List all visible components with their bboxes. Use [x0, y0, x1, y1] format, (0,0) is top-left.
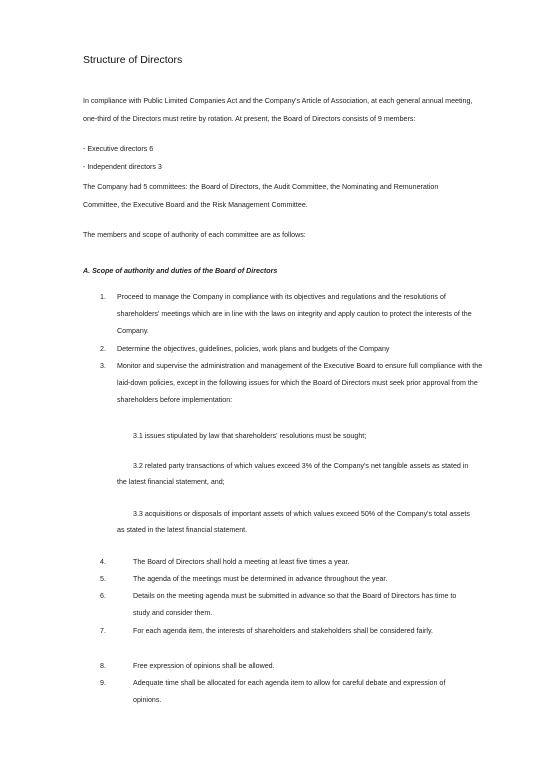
- item-text: For each agenda item, the interests of shareholders and stakeholders shall be considered fairly.: [133, 627, 433, 635]
- executive-directors-line: - Executive directors 6: [83, 145, 154, 153]
- item-number: 6.: [100, 592, 106, 600]
- item-number: 8.: [100, 662, 106, 670]
- sub-item: 3.2 related party transactions of which values exceed 3% of the Company's net tangible assets as stated in the latest financial statement, and;: [117, 462, 469, 486]
- intro-paragraph: In compliance with Public Limited Companies Act and the Company's Article of Association, at each general annual meeting, one-third of the Directors must retire by rotation. At present, the Board of Directors consists of 9 members:: [83, 97, 473, 123]
- item-text: Adequate time shall be allocated for each agenda item to allow for careful debate and expression of opinions.: [133, 679, 446, 704]
- section-heading-a: A. Scope of authority and duties of the Board of Directors: [83, 267, 278, 275]
- sub-item: 3.1 issues stipulated by law that shareholders' resolutions must be sought;: [133, 432, 367, 440]
- item-number: 7.: [100, 627, 106, 635]
- item-text: Free expression of opinions shall be allowed.: [133, 662, 275, 670]
- sub-item: 3.3 acquisitions or disposals of important assets of which values exceed 50% of the Company's total assets as stated in the latest financial statement.: [117, 510, 470, 534]
- committees-paragraph: The Company had 5 committees: the Board of Directors, the Audit Committee, the Nominating and Remuneration Committee, the Executive Board and the Risk Management Committee.: [83, 183, 439, 209]
- item-text: Details on the meeting agenda must be submitted in advance so that the Board of Directors has time to study and consider them.: [133, 592, 457, 617]
- independent-directors-line: - Independent directors 3: [83, 163, 162, 171]
- item-text: Proceed to manage the Company in compliance with its objectives and regulations and the resolutions of shareholders' meetings which are in line with the laws on integrity and apply caution to protect the interests of the Company.: [117, 293, 472, 335]
- item-number: 1.: [100, 293, 106, 301]
- members-scope-line: The members and scope of authority of each committee are as follows:: [83, 231, 306, 239]
- item-number: 4.: [100, 558, 106, 566]
- item-number: 9.: [100, 679, 106, 687]
- item-number: 5.: [100, 575, 106, 583]
- item-text: Determine the objectives, guidelines, policies, work plans and budgets of the Company: [117, 345, 390, 353]
- page-title: Structure of Directors: [83, 54, 183, 66]
- item-text: The Board of Directors shall hold a meeting at least five times a year.: [133, 558, 350, 566]
- item-number: 2.: [100, 345, 106, 353]
- item-text: The agenda of the meetings must be determined in advance throughout the year.: [133, 575, 388, 583]
- item-text: Monitor and supervise the administration and management of the Executive Board to ensure full compliance with the laid-down policies, except in the following issues for which the Board of Directors must seek prior approval from the shareholders before implementation:: [117, 362, 483, 404]
- item-number: 3.: [100, 362, 106, 370]
